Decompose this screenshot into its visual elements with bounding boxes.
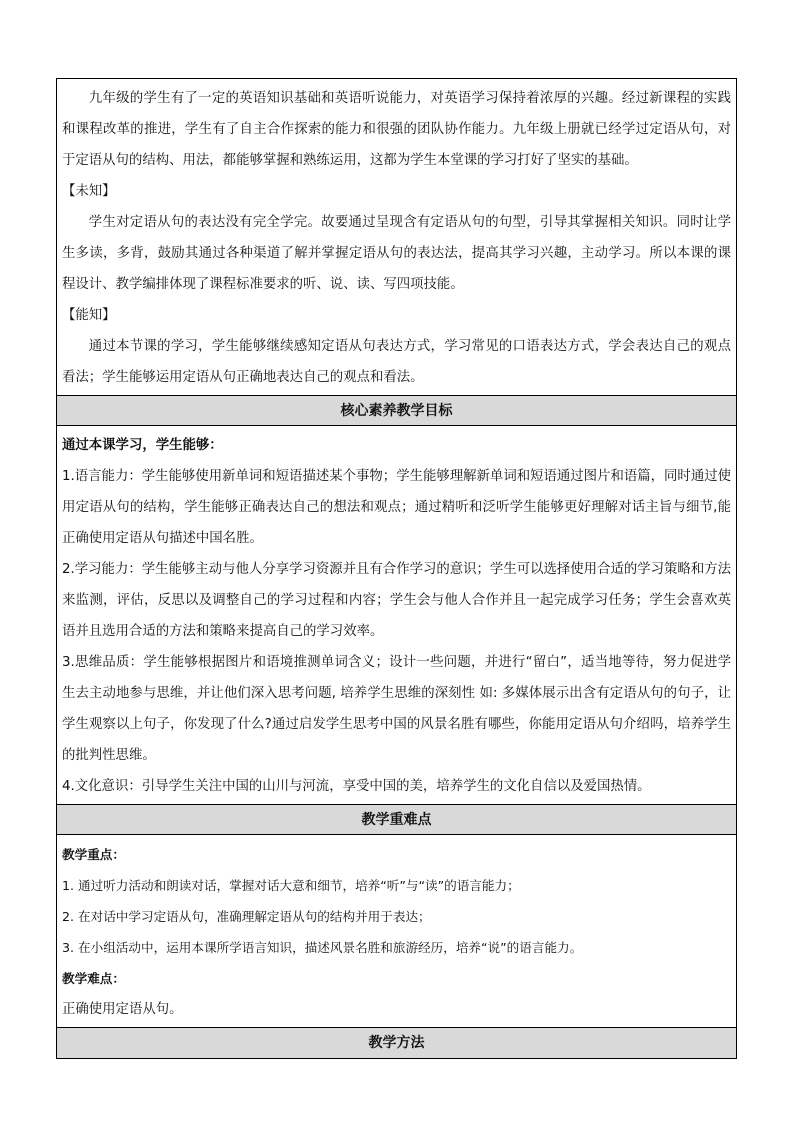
core-goals-cell (57, 426, 736, 805)
lesson-plan-table (56, 78, 737, 1059)
key-points-cell (57, 835, 736, 1028)
unknown-heading: 【未知】 (62, 184, 116, 199)
focus-item-1: 1. 通过听力活动和朗读对话，掌握对话大意和细节，培养“听”与“读”的语言能力； (62, 878, 520, 893)
goal-item-learning: 2.学习能力：学生能够主动与他人分享学习资源并且有合作学习的意识；学生可以选择使用合适的学习策略和方法来监测，评估，反思以及调整自己的学习过程和内容；学生会与他人合作并且一起完成学习任务；学生会喜欢英语并且选用合适的方法和策略来提高自己的学习效率。 (62, 562, 731, 639)
core-goals-header: 核心素养教学目标 (57, 396, 736, 426)
core-goals-intro: 通过本课学习，学生能够： (62, 438, 223, 453)
unknown-paragraph: 学生对定语从句的表达没有完全学完。故要通过呈现含有定语从句的句型，引导其掌握相关知识。同时让学生多读，多背，鼓励其通过各种渠道了解并掌握定语从句的表达法，提高其学习兴趣，主动学习。所以本课的课程设计、教学编排体现了课程标准要求的听、说、读、写四项技能。 (62, 215, 731, 292)
learner-analysis-cell (57, 79, 736, 396)
focus-label: 教学重点： (62, 847, 125, 862)
goal-item-language: 1.语言能力：学生能够使用新单词和短语描述某个事物；学生能够理解新单词和短语通过图片和语篇，同时通过使用定语从句的结构，学生能够正确表达自己的想法和观点；通过精听和泛听学生能够更好理解对话主旨与细节,能正确使用定语从句描述中国名胜。 (62, 469, 731, 546)
goal-item-culture: 4.文化意识：引导学生关注中国的山川与河流，享受中国的美，培养学生的文化自信以及爱国热情。 (62, 779, 651, 794)
able-heading: 【能知】 (62, 308, 116, 323)
goal-item-thinking: 3.思维品质：学生能够根据图片和语境推测单词含义；设计一些问题，并进行“留白”，适当地等待，努力促进学生去主动地参与思维，并让他们深入思考问题, 培养学生思维的深刻性 如: 多媒体展示出含有定语从句的句子，让学生观察以上句子，你发现了什么?通过启发学生思考中国的风景名胜有哪些，你能用定语从句介绍吗，培养学生的批判性思维。 (62, 655, 731, 763)
focus-item-3: 3. 在小组活动中，运用本课所学语言知识，描述风景名胜和旅游经历，培养“说”的语言能力。 (62, 940, 583, 955)
methods-header: 教学方法 (57, 1028, 736, 1058)
known-paragraph: 九年级的学生有了一定的英语知识基础和英语听说能力，对英语学习保持着浓厚的兴趣。经过新课程的实践和课程改革的推进，学生有了自主合作探索的能力和很强的团队协作能力。九年级上册就已经学过定语从句，对于定语从句的结构、用法，都能够掌握和熟练运用，这都为学生本堂课的学习打好了坚实的基础。 (62, 91, 731, 168)
able-paragraph: 通过本节课的学习，学生能够继续感知定语从句表达方式，学习常见的口语表达方式，学会表达自己的观点看法；学生能够运用定语从句正确地表达自己的观点和看法。 (62, 339, 731, 385)
difficulty-label: 教学难点： (62, 971, 125, 986)
difficulty-text: 正确使用定语从句。 (62, 1002, 183, 1017)
focus-item-2: 2. 在对话中学习定语从句，准确理解定语从句的结构并用于表达； (62, 909, 431, 924)
key-points-header: 教学重难点 (57, 805, 736, 835)
